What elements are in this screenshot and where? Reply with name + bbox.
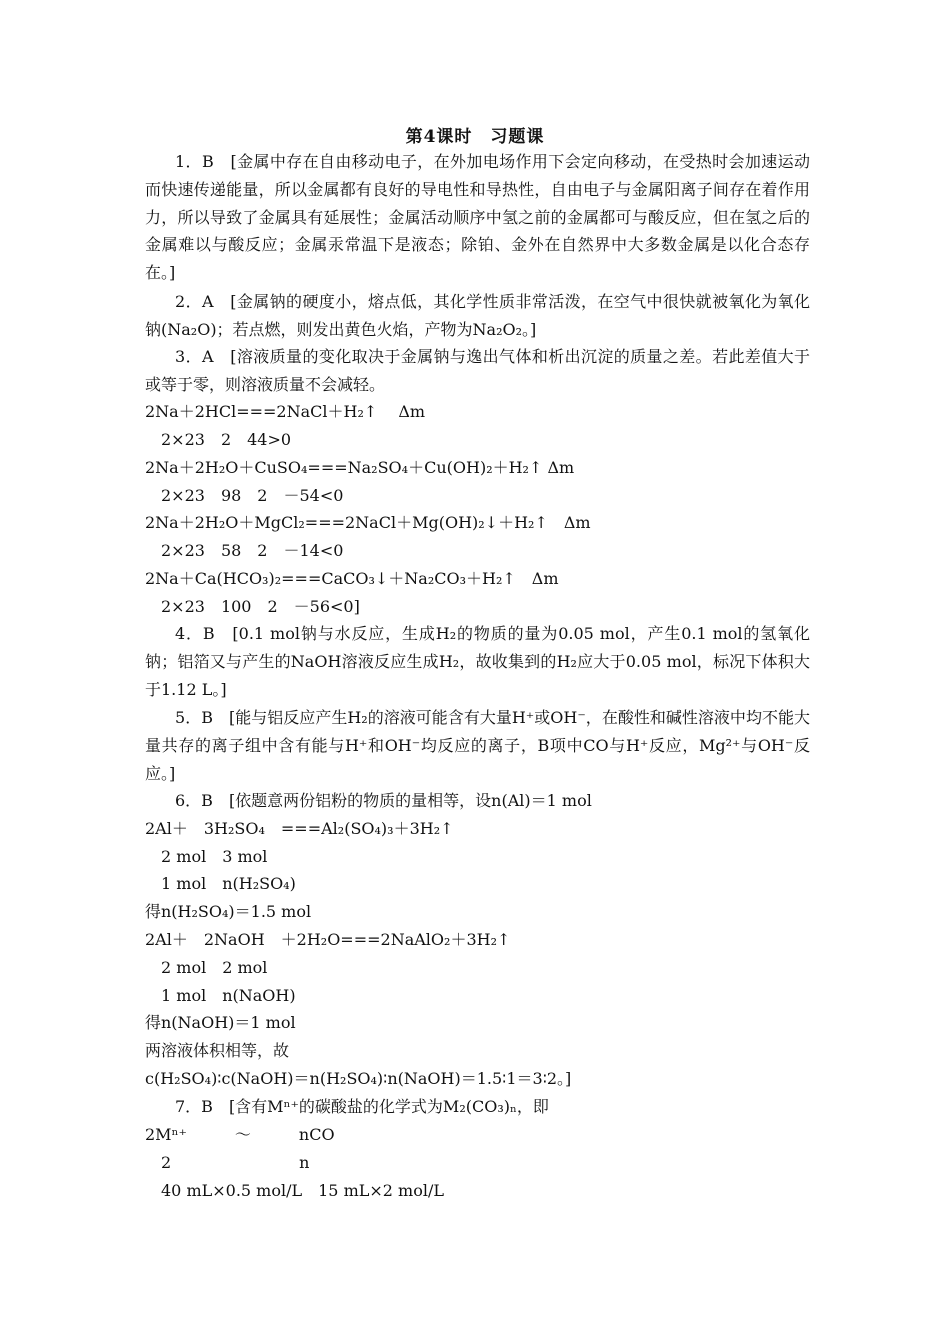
result-line: 得n(NaOH)＝1 mol [145, 1013, 296, 1032]
answer-1: 1．B [金属中存在自由移动电子，在外加电场作用下会定向移动，在受热时会加速运动而快速传递能量，所以金属都有良好的导电性和导热性，自由电子与金属阳离子间存在着作用力，所以导致了金属具有延展性；金属活动顺序中氢之前的金属都可与酸反应，但在氢之后的金属难以与酸反应；金属汞常温下是液态；除铂、金外在自然界中大多数金属是以化合态存在。] [145, 152, 810, 283]
equation-values: 2 mol 3 mol [145, 847, 268, 866]
equation-values: 2 n [145, 1153, 310, 1172]
equation-values: 2×23 58 2 －14<0 [145, 541, 344, 560]
answer-3: 3．A [溶液质量的变化取决于金属钠与逸出气体和析出沉淀的质量之差。若此差值大于或等于零，则溶液质量不会减轻。 [145, 347, 810, 394]
equation-values: 2 mol 2 mol [145, 958, 268, 977]
equation-values: 40 mL×0.5 mol/L 15 mL×2 mol/L [145, 1181, 444, 1200]
equation-values: 1 mol n(NaOH) [145, 986, 296, 1005]
equation-line: 2Na＋2HCl===2NaCl＋H₂↑ Δm [145, 402, 426, 421]
page-title: 第4课时 习题课 [405, 127, 545, 147]
equation-values: 2×23 2 44>0 [145, 430, 292, 449]
answer-6: 6．B [依题意两份铝粉的物质的量相等，设n(Al)＝1 mol [175, 791, 592, 810]
equation-line: 2Na＋Ca(HCO₃)₂===CaCO₃↓＋Na₂CO₃＋H₂↑ Δm [145, 569, 559, 588]
text-line: 两溶液体积相等，故 [145, 1041, 290, 1060]
equation-line: 2Al＋ 2NaOH ＋2H₂O===2NaAlO₂＋3H₂↑ [145, 930, 511, 949]
answer-4: 4．B [0.1 mol钠与水反应，生成H₂的物质的量为0.05 mol，产生0.1 mol的氢氧化钠；铝箔又与产生的NaOH溶液反应生成H₂，故收集到的H₂应大于0.05 mol，标况下体积大于1.12 L。] [145, 624, 810, 699]
answer-2: 2．A [金属钠的硬度小，熔点低，其化学性质非常活泼，在空气中很快就被氧化为氧化钠(Na₂O)；若点燃，则发出黄色火焰，产物为Na₂O₂。] [145, 292, 810, 339]
result-line: 得n(H₂SO₄)＝1.5 mol [145, 902, 312, 921]
answer-7: 7．B [含有Mⁿ⁺的碳酸盐的化学式为M₂(CO₃)ₙ，即 [175, 1097, 549, 1116]
answer-5: 5．B [能与铝反应产生H₂的溶液可能含有大量H⁺或OH⁻，在酸性和碱性溶液中均不能大量共存的离子组中含有能与H⁺和OH⁻均反应的离子，B项中CO与H⁺反应，Mg²⁺与OH⁻反应。] [145, 708, 810, 783]
equation-line: 2Na＋2H₂O＋MgCl₂===2NaCl＋Mg(OH)₂↓＋H₂↑ Δm [145, 513, 591, 532]
equation-line: 2Na＋2H₂O＋CuSO₄===Na₂SO₄＋Cu(OH)₂＋H₂↑ Δm [145, 458, 575, 477]
equation-line: 2Al＋ 3H₂SO₄ ===Al₂(SO₄)₃＋3H₂↑ [145, 819, 454, 838]
equation-values: 1 mol n(H₂SO₄) [145, 874, 296, 893]
equation-values: 2×23 100 2 －56<0] [145, 597, 360, 616]
equation-values: 2×23 98 2 －54<0 [145, 486, 344, 505]
equation-line: 2Mⁿ⁺ ～ nCO [145, 1125, 335, 1144]
result-line: c(H₂SO₄)∶c(NaOH)＝n(H₂SO₄)∶n(NaOH)＝1.5∶1＝3∶2。] [145, 1069, 572, 1088]
